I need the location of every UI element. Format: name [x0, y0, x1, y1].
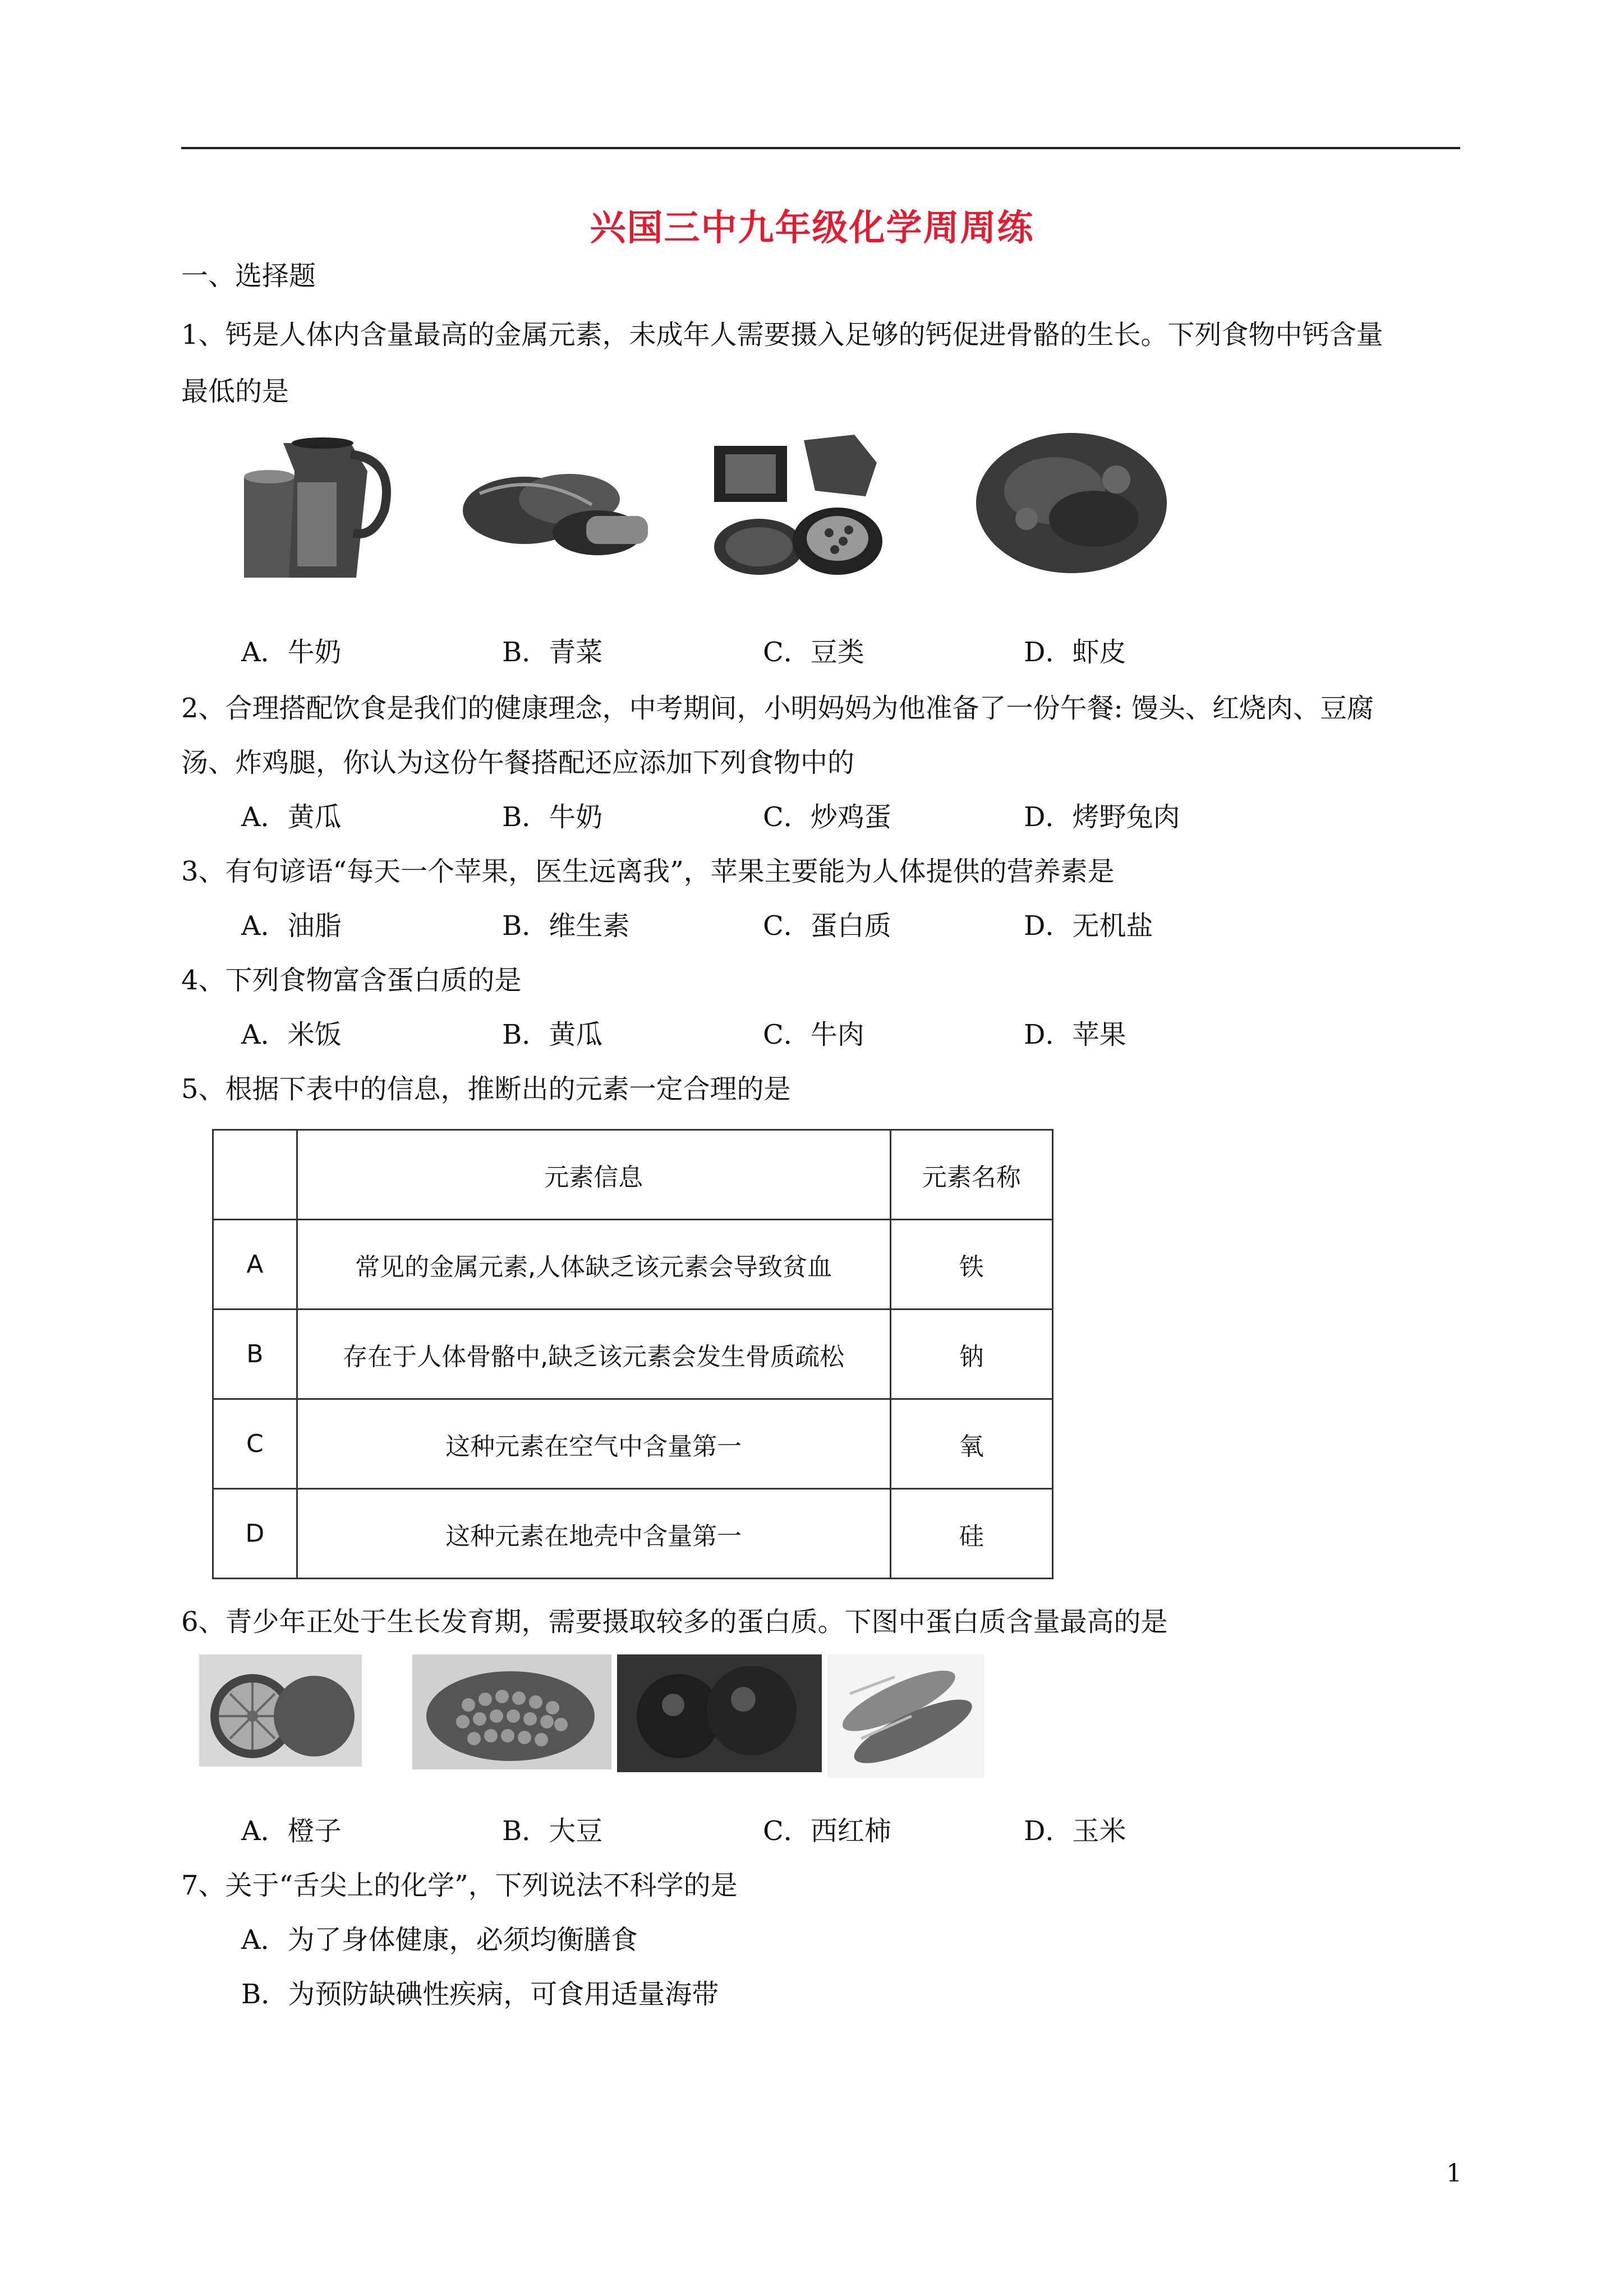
element-info-cell: 这种元素在地壳中含量第一: [297, 1489, 890, 1579]
soybean-picture: [412, 1654, 611, 1769]
question-3-text: 3、有句谚语“每天一个苹果，医生远离我”，苹果主要能为人体提供的营养素是: [181, 856, 1115, 887]
table-header-cell: 元素信息: [297, 1130, 890, 1220]
element-name-cell: 氧: [890, 1399, 1052, 1489]
option-d[interactable]: D．烤野兔肉: [1024, 801, 1180, 833]
row-label: C: [213, 1399, 297, 1489]
page-number: 1: [1446, 2159, 1462, 2188]
shrimp-skin-picture: [970, 429, 1172, 578]
option-c[interactable]: C．豆类: [763, 637, 864, 668]
element-info-cell: 存在于人体骨骼中,缺乏该元素会发生骨质疏松: [297, 1310, 890, 1399]
element-info-cell: 常见的金属元素,人体缺乏该元素会导致贫血: [297, 1220, 890, 1310]
row-label: A: [213, 1220, 297, 1310]
table-row: [213, 1489, 1053, 1579]
table-header-cell: 元素名称: [890, 1130, 1052, 1220]
question-7-text: 7、关于“舌尖上的化学”，下列说法不科学的是: [181, 1870, 738, 1901]
page-title: 兴国三中九年级化学周周练: [590, 207, 1034, 249]
option-a[interactable]: A．为了身体健康，必须均衡膳食: [241, 1924, 638, 1956]
option-b[interactable]: B．大豆: [502, 1815, 603, 1847]
question-2-text-cont: 汤、炸鸡腿，你认为这份午餐搭配还应添加下列食物中的: [181, 747, 855, 778]
header-rule: [181, 147, 1460, 149]
milk-jug-picture: [238, 421, 401, 586]
option-d[interactable]: D．玉米: [1024, 1815, 1126, 1847]
option-c[interactable]: C．蛋白质: [763, 910, 891, 942]
element-name-cell: 硅: [890, 1489, 1052, 1579]
option-a[interactable]: A．油脂: [241, 910, 342, 942]
option-a[interactable]: A．牛奶: [241, 637, 342, 668]
table-row: [213, 1220, 1053, 1310]
green-vegetable-picture: [457, 449, 651, 578]
question-1-text: 1、钙是人体内含量最高的金属元素，未成年人需要摄入足够的钙促进骨骼的生长。下列食物中钙含量: [181, 319, 1383, 351]
element-info-table: [212, 1129, 1053, 1579]
option-d[interactable]: D．虾皮: [1024, 637, 1126, 668]
question-1-text-cont: 最低的是: [181, 376, 289, 407]
option-a[interactable]: A．米饭: [241, 1019, 342, 1050]
option-b[interactable]: B．青菜: [502, 637, 603, 668]
option-b[interactable]: B．为预防缺碘性疾病，可食用适量海带: [241, 1979, 719, 2010]
question-5-text: 5、根据下表中的信息，推断出的元素一定合理的是: [181, 1073, 791, 1105]
option-d[interactable]: D．无机盐: [1024, 910, 1153, 942]
bean-products-picture: [709, 429, 888, 580]
option-b[interactable]: B．黄瓜: [502, 1019, 603, 1050]
orange-picture: [199, 1654, 362, 1767]
element-name-cell: 铁: [890, 1220, 1052, 1310]
element-name-cell: 钠: [890, 1310, 1052, 1399]
option-b[interactable]: B．牛奶: [502, 801, 603, 833]
table-row: [213, 1310, 1053, 1399]
question-6-text: 6、青少年正处于生长发育期，需要摄取较多的蛋白质。下图中蛋白质含量最高的是: [181, 1606, 1168, 1638]
table-row: [213, 1399, 1053, 1489]
table-header-row: [213, 1130, 1053, 1220]
row-label: B: [213, 1310, 297, 1399]
option-d[interactable]: D．苹果: [1024, 1019, 1126, 1050]
corn-picture: [827, 1654, 984, 1778]
element-info-cell: 这种元素在空气中含量第一: [297, 1399, 890, 1489]
option-a[interactable]: A．橙子: [241, 1815, 342, 1847]
tomato-picture: [617, 1654, 822, 1772]
option-b[interactable]: B．维生素: [502, 910, 630, 942]
option-c[interactable]: C．炒鸡蛋: [763, 801, 891, 833]
row-label: D: [213, 1489, 297, 1579]
option-a[interactable]: A．黄瓜: [241, 801, 342, 833]
option-c[interactable]: C．西红柿: [763, 1815, 891, 1847]
option-c[interactable]: C．牛肉: [763, 1019, 864, 1050]
section-heading: 一、选择题: [181, 260, 316, 292]
table-header-cell: [213, 1130, 297, 1220]
question-2-text: 2、合理搭配饮食是我们的健康理念，中考期间，小明妈妈为他准备了一份午餐: 馒头、红烧肉、豆腐: [181, 693, 1374, 724]
question-4-text: 4、下列食物富含蛋白质的是: [181, 965, 522, 996]
